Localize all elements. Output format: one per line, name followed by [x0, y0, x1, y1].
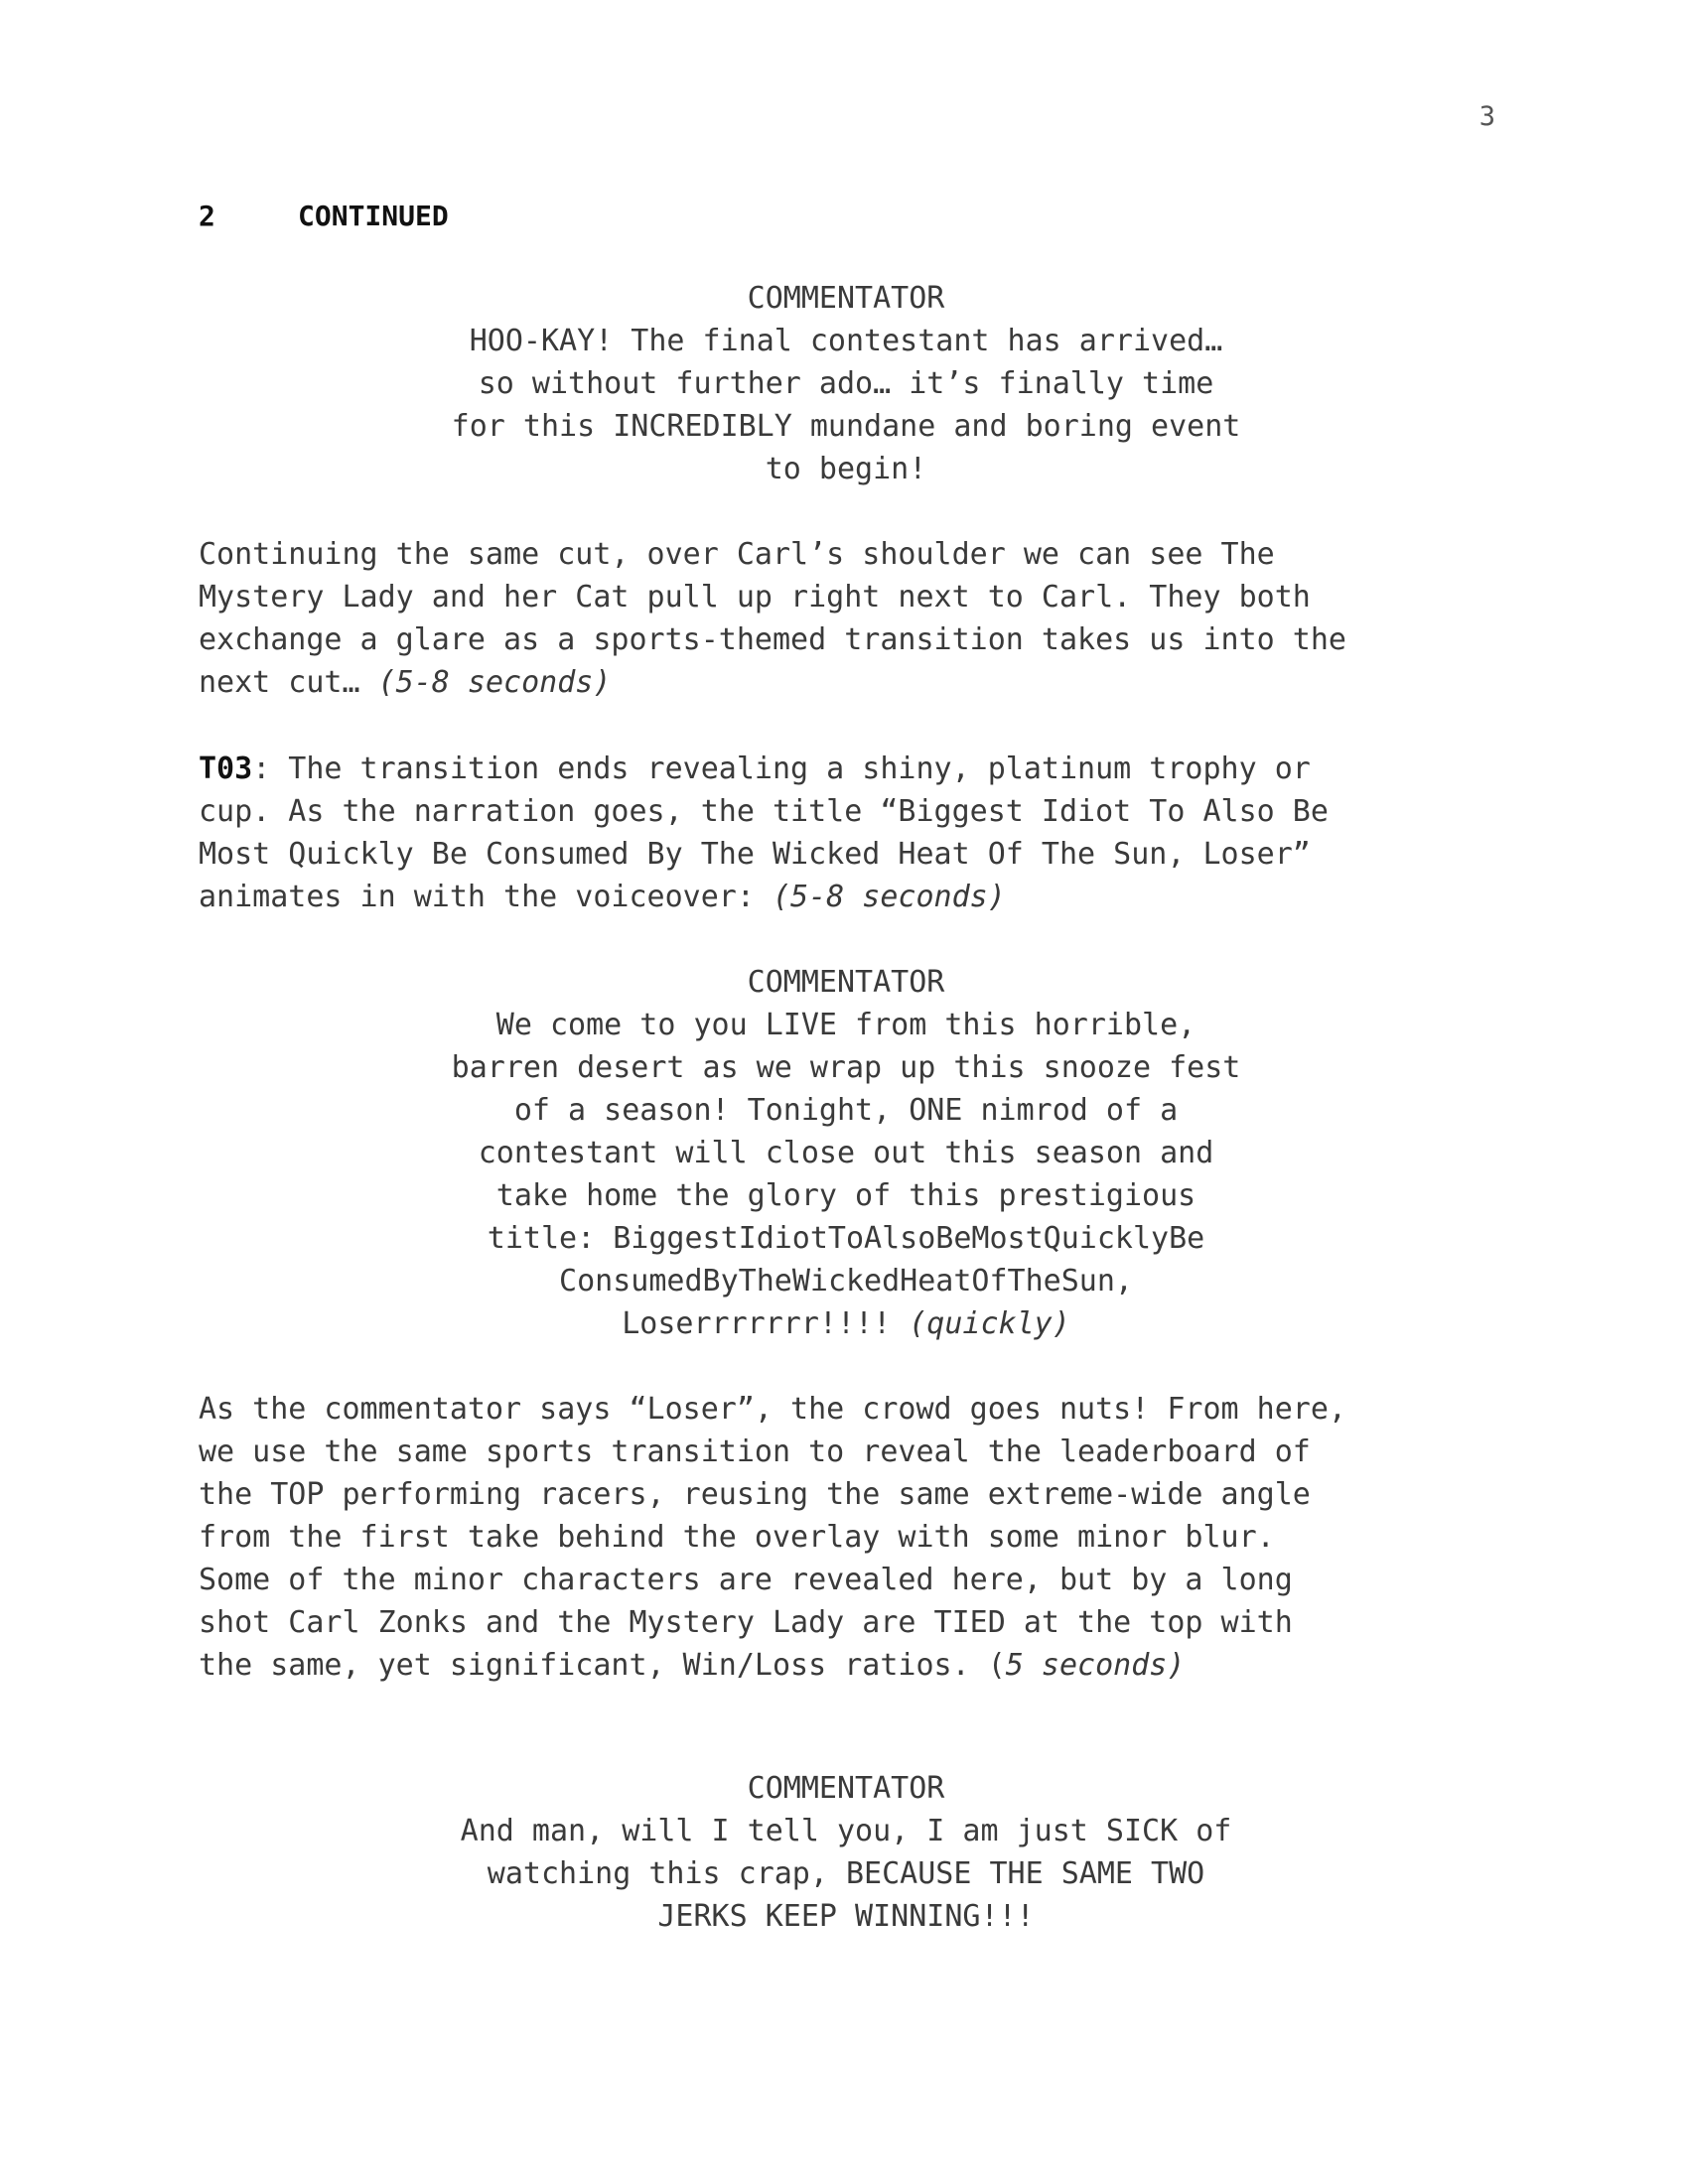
action-line [199, 751, 1489, 787]
dialogue-line: take home the glory of this prestigious [495, 1178, 1196, 1213]
timing-note: (5-8 seconds) [772, 880, 1006, 914]
dialogue-speaker: COMMENTATOR [747, 1771, 945, 1806]
action-line-text: animates in with the voiceover: [199, 880, 773, 914]
timing-note: 5 seconds) [1005, 1648, 1186, 1683]
dialogue-line: JERKS KEEP WINNING!!! [657, 1899, 1035, 1934]
dialogue-line [350, 1306, 1342, 1342]
action-line-text: next cut… [199, 665, 378, 700]
timing-note: (5-8 seconds) [377, 665, 612, 700]
action-line: Most Quickly Be Consumed By The Wicked Heat Of The Sun, Loser” [199, 837, 1311, 872]
dialogue-line: And man, will I tell you, I am just SICK of [460, 1814, 1232, 1848]
action-line [199, 1648, 1489, 1684]
dialogue-line: to begin! [765, 452, 927, 486]
action-line-text: : The transition ends revealing a shiny, platinum trophy or [252, 751, 1311, 786]
dialogue-line: HOO-KAY! The final contestant has arrived… [469, 324, 1223, 358]
dialogue-line: so without further ado… it’s finally time [478, 366, 1214, 401]
action-line: Some of the minor characters are revealed here, but by a long [199, 1563, 1293, 1597]
action-line: Continuing the same cut, over Carl’s shoulder we can see The [199, 537, 1275, 572]
action-line: cup. As the narration goes, the title “Biggest Idiot To Also Be [199, 794, 1329, 829]
action-line: As the commentator says “Loser”, the crowd goes nuts! From here, [199, 1392, 1346, 1427]
dialogue-speaker: COMMENTATOR [747, 281, 945, 316]
action-line-text: the same, yet significant, Win/Loss ratios. ( [199, 1648, 1006, 1683]
dialogue-line: title: BiggestIdiotToAlsoBeMostQuicklyBe [487, 1221, 1205, 1256]
dialogue-line: for this INCREDIBLY mundane and boring event [451, 409, 1241, 444]
action-line: Mystery Lady and her Cat pull up right next to Carl. They both [199, 580, 1311, 614]
dialogue-line: watching this crap, BECAUSE THE SAME TWO [487, 1856, 1205, 1891]
dialogue-line: We come to you LIVE from this horrible, [495, 1008, 1196, 1042]
action-line: the TOP performing racers, reusing the same extreme-wide angle [199, 1477, 1311, 1512]
scene-number: 2 [199, 200, 215, 232]
dialogue-line-text: Loserrrrrrr!!!! [622, 1306, 910, 1341]
shot-label: T03 [199, 751, 253, 786]
page-number: 3 [1478, 101, 1495, 132]
dialogue-speaker: COMMENTATOR [747, 965, 945, 1000]
parenthetical: (quickly) [909, 1306, 1070, 1341]
action-line [199, 665, 1489, 701]
dialogue-line: of a season! Tonight, ONE nimrod of a [513, 1093, 1179, 1128]
action-line: shot Carl Zonks and the Mystery Lady are TIED at the top with [199, 1605, 1293, 1640]
dialogue-line: barren desert as we wrap up this snooze fest [451, 1050, 1241, 1085]
action-line: from the first take behind the overlay with some minor blur. [199, 1520, 1275, 1555]
dialogue-line: contestant will close out this season and [478, 1136, 1214, 1170]
action-line: exchange a glare as a sports-themed transition takes us into the [199, 622, 1346, 657]
scene-heading [199, 200, 449, 233]
action-line [199, 880, 1489, 915]
action-line: we use the same sports transition to reveal the leaderboard of [199, 1434, 1311, 1469]
dialogue-line: ConsumedByTheWickedHeatOfTheSun, [559, 1264, 1133, 1298]
scene-heading-text: CONTINUED [298, 200, 449, 232]
